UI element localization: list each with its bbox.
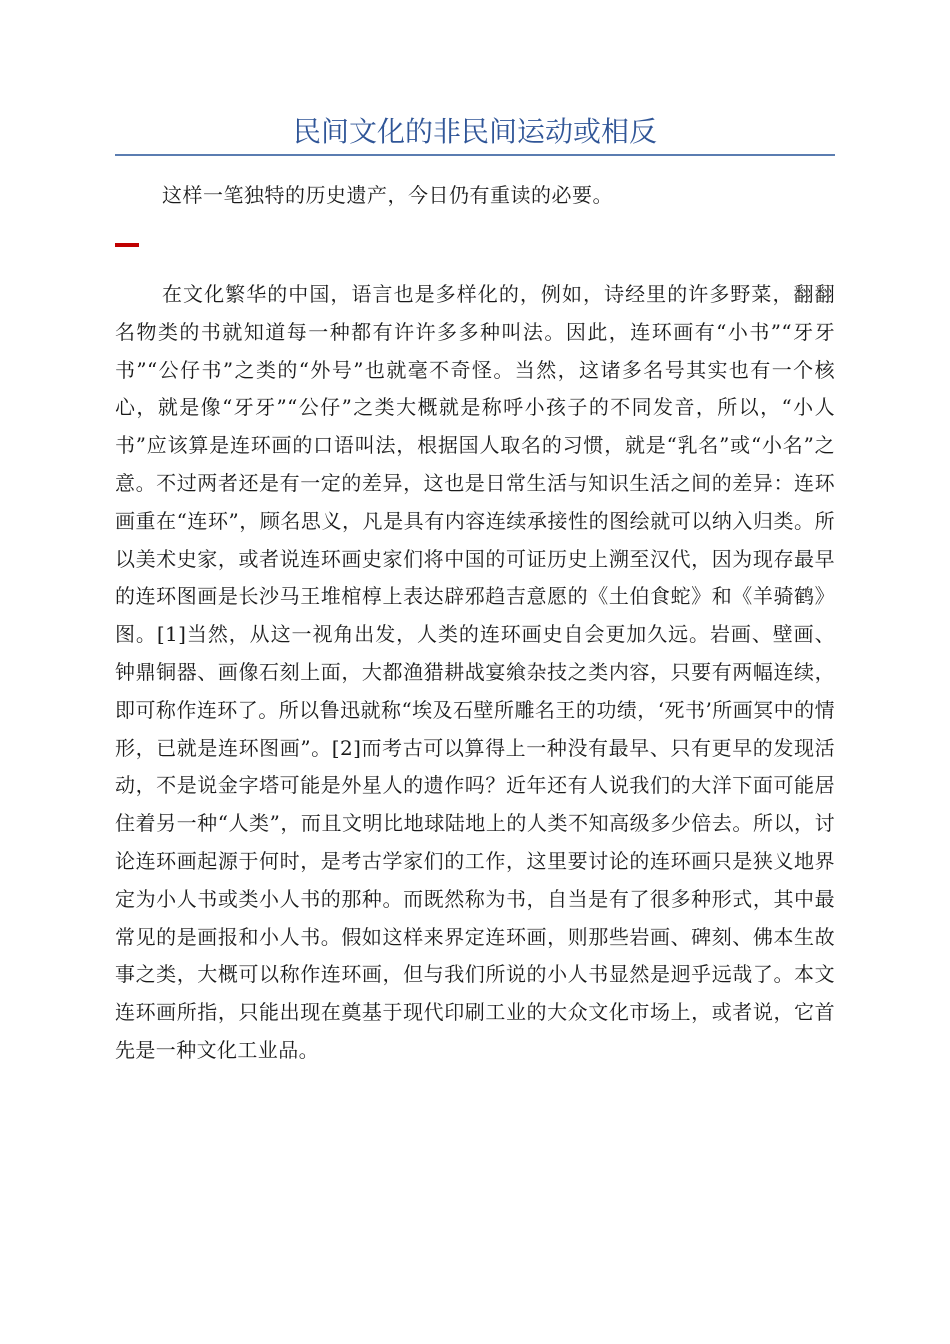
intro-paragraph: 这样一笔独特的历史遗产，今日仍有重读的必要。 xyxy=(162,183,613,207)
title-underline xyxy=(115,154,835,156)
section-marker xyxy=(115,243,139,247)
body-paragraph: 在文化繁华的中国，语言也是多样化的，例如，诗经里的许多野菜，翻翻名物类的书就知道每一种都有许许多多种叫法。因此，连环画有“小书”“牙牙书”“公仔书”之类的“外号”也就毫不奇怪。当然，这诸多名号其实也有一个核心，就是像“牙牙”“公仔”之类大概就是称呼小孩子的不同发音，所以，“小人书”应该算是连环画的口语叫法，根据国人取名的习惯，就是“乳名”或“小名”之意。不过两者还是有一定的差异，这也是日常生活与知识生活之间的差异：连环画重在“连环”，顾名思义，凡是具有内容连续承接性的图绘就可以纳入归类。所以美术史家，或者说连环画史家们将中国的可证历史上溯至汉代，因为现存最早的连环图画是长沙马王堆棺椁上表达辟邪趋吉意愿的《土伯食蛇》和《羊骑鹤》图。[1]当然，从这一视角出发，人类的连环画史自会更加久远。岩画、壁画、钟鼎铜器、画像石刻上面，大都渔猎耕战宴飨杂技之类内容，只要有两幅连续，即可称作连环了。所以鲁迅就称“埃及石壁所雕名王的功绩，‘死书’所画冥中的情形，已就是连环图画”。[2]而考古可以算得上一种没有最早、只有更早的发现活动，不是说金字塔可能是外星人的遗作吗？近年还有人说我们的大洋下面可能居住着另一种“人类”，而且文明比地球陆地上的人类不知高级多少倍去。所以，讨论连环画起源于何时，是考古学家们的工作，这里要讨论的连环画只是狭义地界定为小人书或类小人书的那种。而既然称为书，自当是有了很多种形式，其中最常见的是画报和小人书。假如这样来界定连环画，则那些岩画、碑刻、佛本生故事之类，大概可以称作连环画，但与我们所说的小人书显然是迥乎远哉了。本文连环画所指，只能出现在奠基于现代印刷工业的大众文化市场上，或者说，它首先是一种文化工业品。 xyxy=(115,282,835,1062)
document-title: 民间文化的非民间运动或相反 xyxy=(292,115,657,148)
